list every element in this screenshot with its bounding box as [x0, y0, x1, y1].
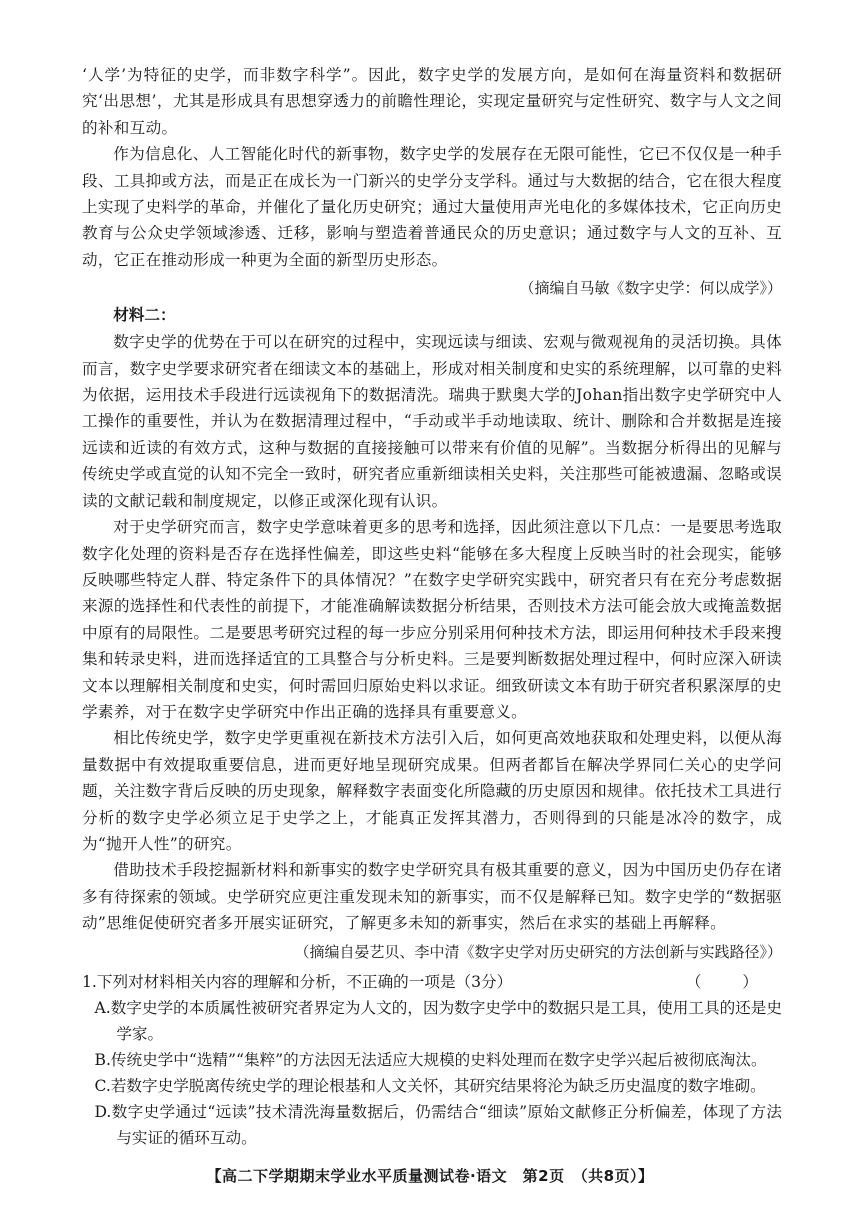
option-a: A.数字史学的本质属性被研究者界定为人文的，因为数字史学中的数据只是工具，使用工具的还是史学家。 [94, 998, 782, 1043]
option-b: B.传统史学中“选精”“集粹”的方法因无法适应大规模的史料处理而在数字史学兴起后被彻底淘汰。 [94, 1050, 767, 1069]
question-text: 1.下列对材料相关内容的理解和分析，不正确的一项是（3分） [82, 972, 513, 991]
material2-paragraph: 对于史学研究而言，数字史学意味着更多的思考和选择，因此须注意以下几点：一是要思考选取数字化处理的资料是否存在选择性偏差，即这些史料“能够在多大程度上反映当时的社会现实，能够反映哪些特定人群、特定条件下的具体情况？”在数字史学研究实践中，研究者只有在充分考虑数据来源的选择性和代表性的前提下，才能准确解读数据分析结果，否则技术方法可能会放大或掩盖数据中原有的局限性。二是要思考研究过程的每一步应分别采用何种技术方法，即运用何种技术手段来搜集和转录史料，进而选择适宜的工具整合与分析史料。三是要判断数据处理过程中，何时应深入研读文本以理解相关制度和史实，何时需回归原始史料以求证。细致研读文本有助于研究者积累深厚的史学素养，对于在数字史学研究中作出正确的选择具有重要意义。 [82, 518, 782, 721]
material1-source: （摘编自马敏《数字史学：何以成学》） [519, 279, 782, 298]
option-d: D.数字史学通过“远读”技术清洗海量数据后，仍需结合“细读”原始文献修正分析偏差，体现了方法与实证的循环互动。 [94, 1102, 782, 1147]
material2-heading: 材料二： [113, 305, 176, 325]
material2-paragraph: 相比传统史学，数字史学更重视在新技术方法引入后，如何更高效地获取和处理史料，以便从海量数据中有效提取重要信息，进而更好地呈现研究成果。但两者都旨在解决学界同仁关心的史学问题，关注数字背后反映的历史现象，解释数字表面变化所隐藏的历史原因和规律。依托技术工具进行分析的数字史学必须立足于史学之上，才能真正发挥其潜力，否则得到的只能是冰冷的数字，成为“抛开人性”的研究。 [82, 729, 782, 853]
material1-paragraph: ‘人学’为特征的史学，而非数字科学”。因此，数字史学的发展方向，是如何在海量资料和数据研究‘出思想’，尤其是形成具有思想穿透力的前瞻性理论，实现定量研究与定性研究、数字与人文之间的补和互动。 [82, 66, 782, 137]
material1-paragraph: 作为信息化、人工智能化时代的新事物，数字史学的发展存在无限可能性，它已不仅仅是一种手段、工具抑或方法，而是正在成长为一门新兴的史学分支学科。通过与大数据的结合，它在很大程度上实现了史料学的革命，并催化了量化历史研究；通过大量使用声光电化的多媒体技术，它正向历史教育与公众史学领域渗透、迁移，影响与塑造着普通民众的历史意识；通过数字与人文的互补、互动，它正在推动形成一种更为全面的新型历史形态。 [82, 145, 782, 269]
answer-bracket: （ ） [685, 972, 776, 991]
question-stem [82, 969, 782, 995]
material2-paragraph: 数字史学的优势在于可以在研究的过程中，实现远读与细读、宏观与微观视角的灵活切换。具体而言，数字史学要求研究者在细读文本的基础上，形成对相关制度和史实的系统理解，以可靠的史料为依据，运用技术手段进行远读视角下的数据清洗。瑞典于默奥大学的Johan指出数字史学研究中人工操作的重要性，并认为在数据清理过程中，“手动或半手动地读取、统计、删除和合并数据是连接远读和近读的有效方式，这种与数据的直接接触可以带来有价值的见解”。当数据分析得出的见解与传统史学或直觉的认知不完全一致时，研究者应重新细读相关史料，关注那些可能被遗漏、忽略或误读的文献记载和制度规定，以修正或深化现有认识。 [82, 333, 782, 510]
material2-paragraph: 借助技术手段挖掘新材料和新事实的数字史学研究具有极其重要的意义，因为中国历史仍存在诸多有待探索的领域。史学研究应更注重发现未知的新事实，而不仅是解释已知。数字史学的“数据驱动”思维促使研究者多开展实证研究，了解更多未知的新事实，然后在求实的基础上再解释。 [82, 861, 782, 933]
page-content [82, 62, 782, 1151]
page-footer: 【高二下学期期末学业水平质量测试卷·语文 第2页 （共8页）】 [206, 1167, 654, 1185]
option-c: C.若数字史学脱离传统史学的理论根基和人文关怀，其研究结果将沦为缺乏历史温度的数字堆砌。 [94, 1076, 766, 1095]
material2-source: （摘编自晏艺贝、李中清《数字史学对历史研究的方法创新与实践路径》） [294, 942, 782, 961]
